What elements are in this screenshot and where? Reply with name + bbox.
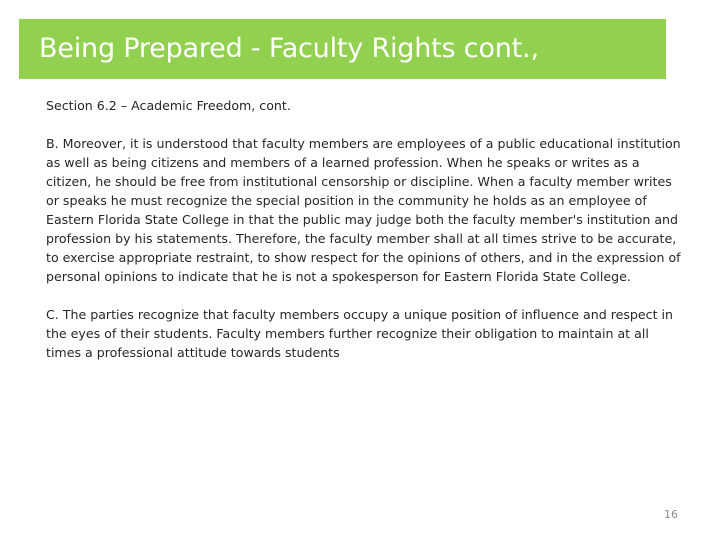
paragraph-b: B. Moreover, it is understood that faculty members are employees of a public educational institution as well as being citizens and members of a learned profession. When he speaks or writes as a citizen, he should be free from institutional censorship or discipline. When a faculty member writes or speaks he must recognize the special position in the community he holds as an employee of Eastern Florida State College in that the public may judge both the faculty member's institution and profession by his statements. Therefore, the faculty member shall at all times strive to be accurate, to exercise appropriate restraint, to show respect for the opinions of others, and in the expression of personal opinions to indicate that he is not a spokesperson for Eastern Florida State College. bbox=[46, 136, 681, 284]
page-number: 16 bbox=[664, 508, 678, 521]
title-banner bbox=[19, 19, 666, 79]
slide-title: Being Prepared - Faculty Rights cont., bbox=[39, 33, 539, 64]
paragraph-c: C. The parties recognize that faculty members occupy a unique position of influence and respect in the eyes of their students. Faculty members further recognize their obligation to maintain at all times a professional attitude towards students bbox=[46, 307, 673, 360]
slide-body bbox=[46, 96, 686, 381]
section-heading: Section 6.2 – Academic Freedom, cont. bbox=[46, 98, 291, 113]
